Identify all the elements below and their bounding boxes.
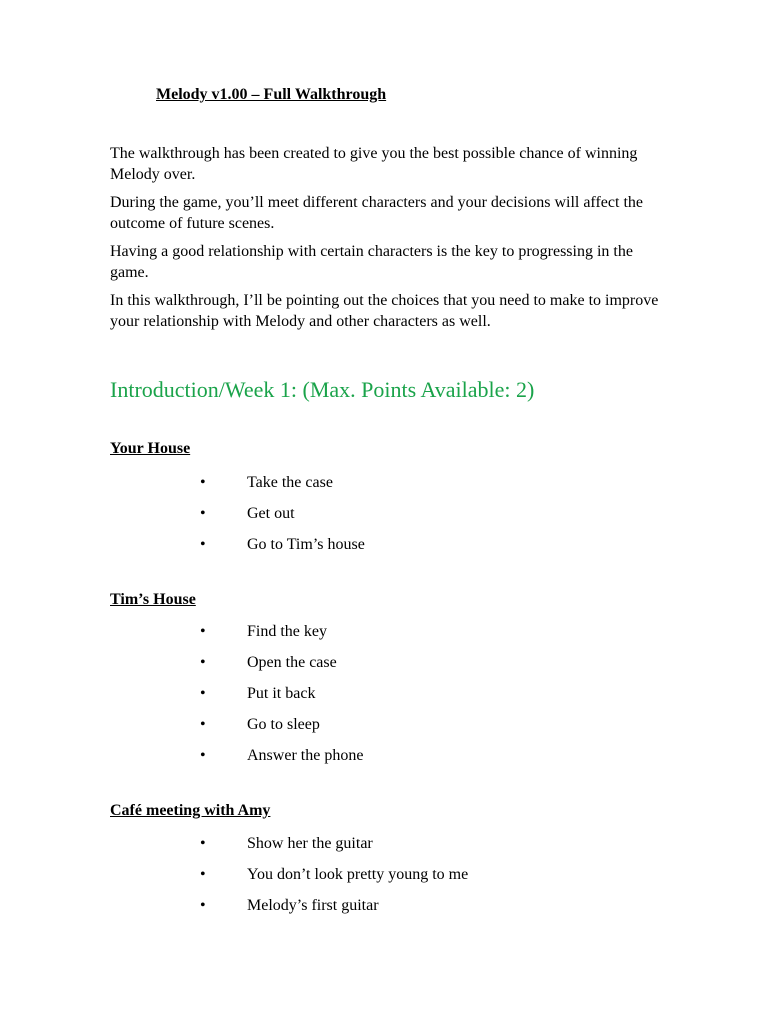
- bullet-icon: •: [200, 536, 206, 553]
- bullet-icon: •: [200, 623, 206, 640]
- list-item-text: Open the case: [247, 654, 337, 671]
- bullet-icon: •: [200, 716, 206, 733]
- intro-paragraph: Having a good relationship with certain characters is the key to progressing in the game.: [110, 243, 633, 281]
- list-item-text: Get out: [247, 505, 295, 522]
- week-heading: Introduction/Week 1: (Max. Points Available: 2): [110, 377, 535, 402]
- intro-paragraphs: [110, 143, 670, 339]
- list-item-text: Put it back: [247, 685, 316, 702]
- list-item-text: Melody’s first guitar: [247, 897, 379, 914]
- list-item-text: You don’t look pretty young to me: [247, 866, 469, 883]
- section-heading-cafe-meeting: Café meeting with Amy: [110, 802, 271, 819]
- section-heading-your-house: Your House: [110, 440, 191, 457]
- section-heading-tims-house: Tim’s House: [110, 591, 196, 608]
- bullet-icon: •: [200, 835, 206, 852]
- intro-paragraph: The walkthrough has been created to give you the best possible chance of winning Melody over.: [110, 145, 638, 183]
- bullet-icon: •: [200, 505, 206, 522]
- bullet-icon: •: [200, 897, 206, 914]
- list-item-text: Go to sleep: [247, 716, 320, 733]
- list-item-text: Answer the phone: [247, 747, 364, 764]
- bullet-icon: •: [200, 474, 206, 491]
- document-title: Melody v1.00 – Full Walkthrough: [156, 86, 387, 103]
- list-item-text: Find the key: [247, 623, 327, 640]
- bullet-icon: •: [200, 685, 206, 702]
- bullet-icon: •: [200, 866, 206, 883]
- bullet-icon: •: [200, 654, 206, 671]
- intro-paragraph: During the game, you’ll meet different characters and your decisions will affect the outcome of future scenes.: [110, 194, 643, 232]
- list-item-text: Take the case: [247, 474, 333, 491]
- list-item-text: Go to Tim’s house: [247, 536, 365, 553]
- bullet-icon: •: [200, 747, 206, 764]
- intro-paragraph: In this walkthrough, I’ll be pointing out the choices that you need to make to improve your relationship with Melody and other characters as well.: [110, 292, 659, 330]
- list-item-text: Show her the guitar: [247, 835, 373, 852]
